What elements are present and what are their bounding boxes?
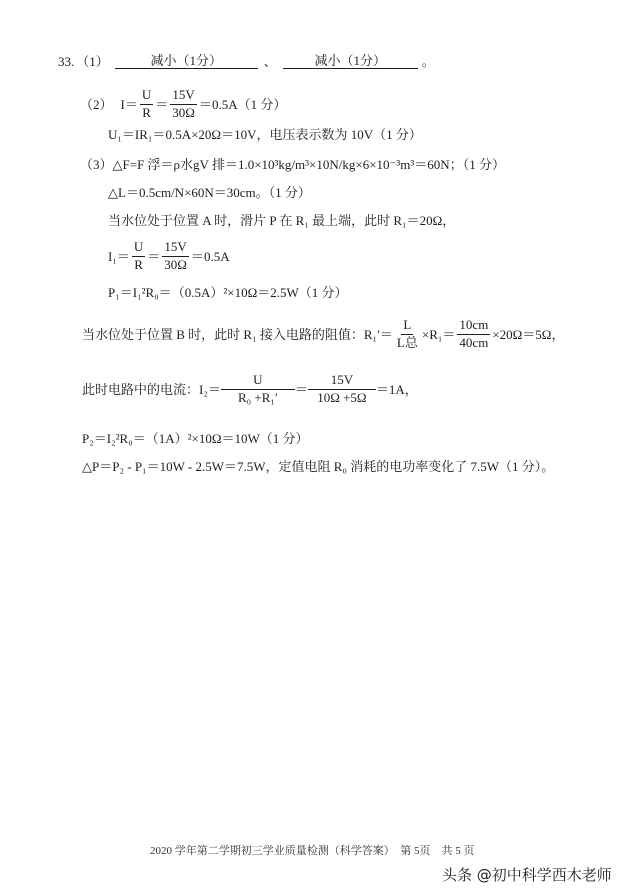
numerator: 15V xyxy=(162,240,188,257)
separator: 、 xyxy=(263,54,277,69)
q33-part3-line8 xyxy=(82,432,309,445)
q33-part3-line2 xyxy=(108,186,311,199)
fraction-lengths xyxy=(457,318,490,351)
equals: ＝ xyxy=(155,96,169,112)
voltage-calculation: U₁＝IR₁＝0.5A×20Ω＝10V，电压表示数为 10V（1 分） xyxy=(108,127,422,142)
denominator: R xyxy=(134,256,143,272)
denominator: R xyxy=(142,104,151,120)
q33-part3-line7 xyxy=(82,373,418,406)
denominator: 10Ω +5Ω xyxy=(317,389,367,405)
q33-part3-line3 xyxy=(108,214,455,227)
formula-lhs: I₁＝ xyxy=(108,248,130,264)
formula-rhs: ＝0.5A xyxy=(190,248,230,264)
length-change-calculation: △L＝0.5cm/N×60N＝30cm。（1 分） xyxy=(108,185,311,200)
denominator: 30Ω xyxy=(164,256,187,272)
fraction-l-over-ltotal xyxy=(395,318,420,351)
buoyancy-calculation: △F=F 浮＝ρ水gV 排＝1.0×10³kg/m³×10N/kg×6×10⁻³m³＝60N；（1 分） xyxy=(112,157,505,172)
power-p1-calculation: P₁＝I₁²R₀＝（0.5A）²×10Ω＝2.5W（1 分） xyxy=(108,285,348,300)
power-change-conclusion: △P＝P₂ - P₁＝10W - 2.5W＝7.5W，定值电阻 R₀ 消耗的电功率变化了 7.5W（1 分）。 xyxy=(82,459,555,474)
numerator: 15V xyxy=(170,88,196,105)
q33-part2-line1 xyxy=(80,88,286,121)
q33-part3-line4 xyxy=(108,240,230,273)
answer-blank-1: 减小（1分） xyxy=(115,54,258,69)
denominator: 40cm xyxy=(459,334,489,350)
formula-rhs: ×20Ω＝5Ω， xyxy=(492,326,565,342)
denominator: 30Ω xyxy=(172,104,195,120)
current-statement: 此时电路中的电流：I₂＝ xyxy=(82,381,221,397)
power-p2-calculation: P₂＝I₂²R₀＝（1A）²×10Ω＝10W（1 分） xyxy=(82,431,309,446)
q33-part2-line2 xyxy=(108,128,422,141)
formula-rhs: ＝1A， xyxy=(375,381,418,397)
equals: ＝ xyxy=(147,248,161,264)
numerator: 15V xyxy=(308,373,376,390)
q33-part1 xyxy=(58,54,435,69)
denominator: R₀ +R₁′ xyxy=(237,389,278,405)
end-mark: 。 xyxy=(421,54,435,69)
fraction-u-over-r xyxy=(132,240,145,273)
fraction-values xyxy=(170,88,197,121)
fraction-values xyxy=(310,373,374,406)
q33-part3-line9 xyxy=(82,460,554,473)
watermark: 头条 @初中科学西木老师 xyxy=(442,866,612,884)
question-number: 33. xyxy=(58,54,75,69)
fraction-u-over-r-total xyxy=(223,373,293,406)
part1-label: （1） xyxy=(76,54,109,69)
formula-mid: ×R₁＝ xyxy=(421,326,456,342)
q33-part3-line1 xyxy=(80,158,505,171)
fraction-u-over-r xyxy=(140,88,153,121)
answer-blank-2: 减小（1分） xyxy=(283,54,418,69)
numerator: U xyxy=(140,88,153,105)
part3-label: （3） xyxy=(80,157,113,172)
position-b-statement: 当水位处于位置 B 时，此时 R₁ 接入电路的阻值：R₁′＝ xyxy=(82,326,393,342)
numerator: 10cm xyxy=(457,318,490,335)
page-footer: 2020 学年第二学期初三学业质量检测（科学答案） 第 5页 共 5 页 xyxy=(150,845,475,857)
denominator: L总 xyxy=(396,334,418,350)
fraction-values xyxy=(162,240,189,273)
formula-rhs: ＝0.5A（1 分） xyxy=(198,96,287,112)
q33-part3-line6 xyxy=(82,318,564,351)
numerator: U xyxy=(132,240,145,257)
numerator: L xyxy=(401,318,413,335)
part2-label: （2） xyxy=(80,96,113,112)
position-a-statement: 当水位处于位置 A 时，滑片 P 在 R₁ 最上端，此时 R₁＝20Ω， xyxy=(108,213,456,228)
formula-lhs: I＝ xyxy=(120,96,138,112)
equals: ＝ xyxy=(294,381,308,397)
q33-part3-line5 xyxy=(108,286,348,299)
numerator: U xyxy=(221,373,295,390)
